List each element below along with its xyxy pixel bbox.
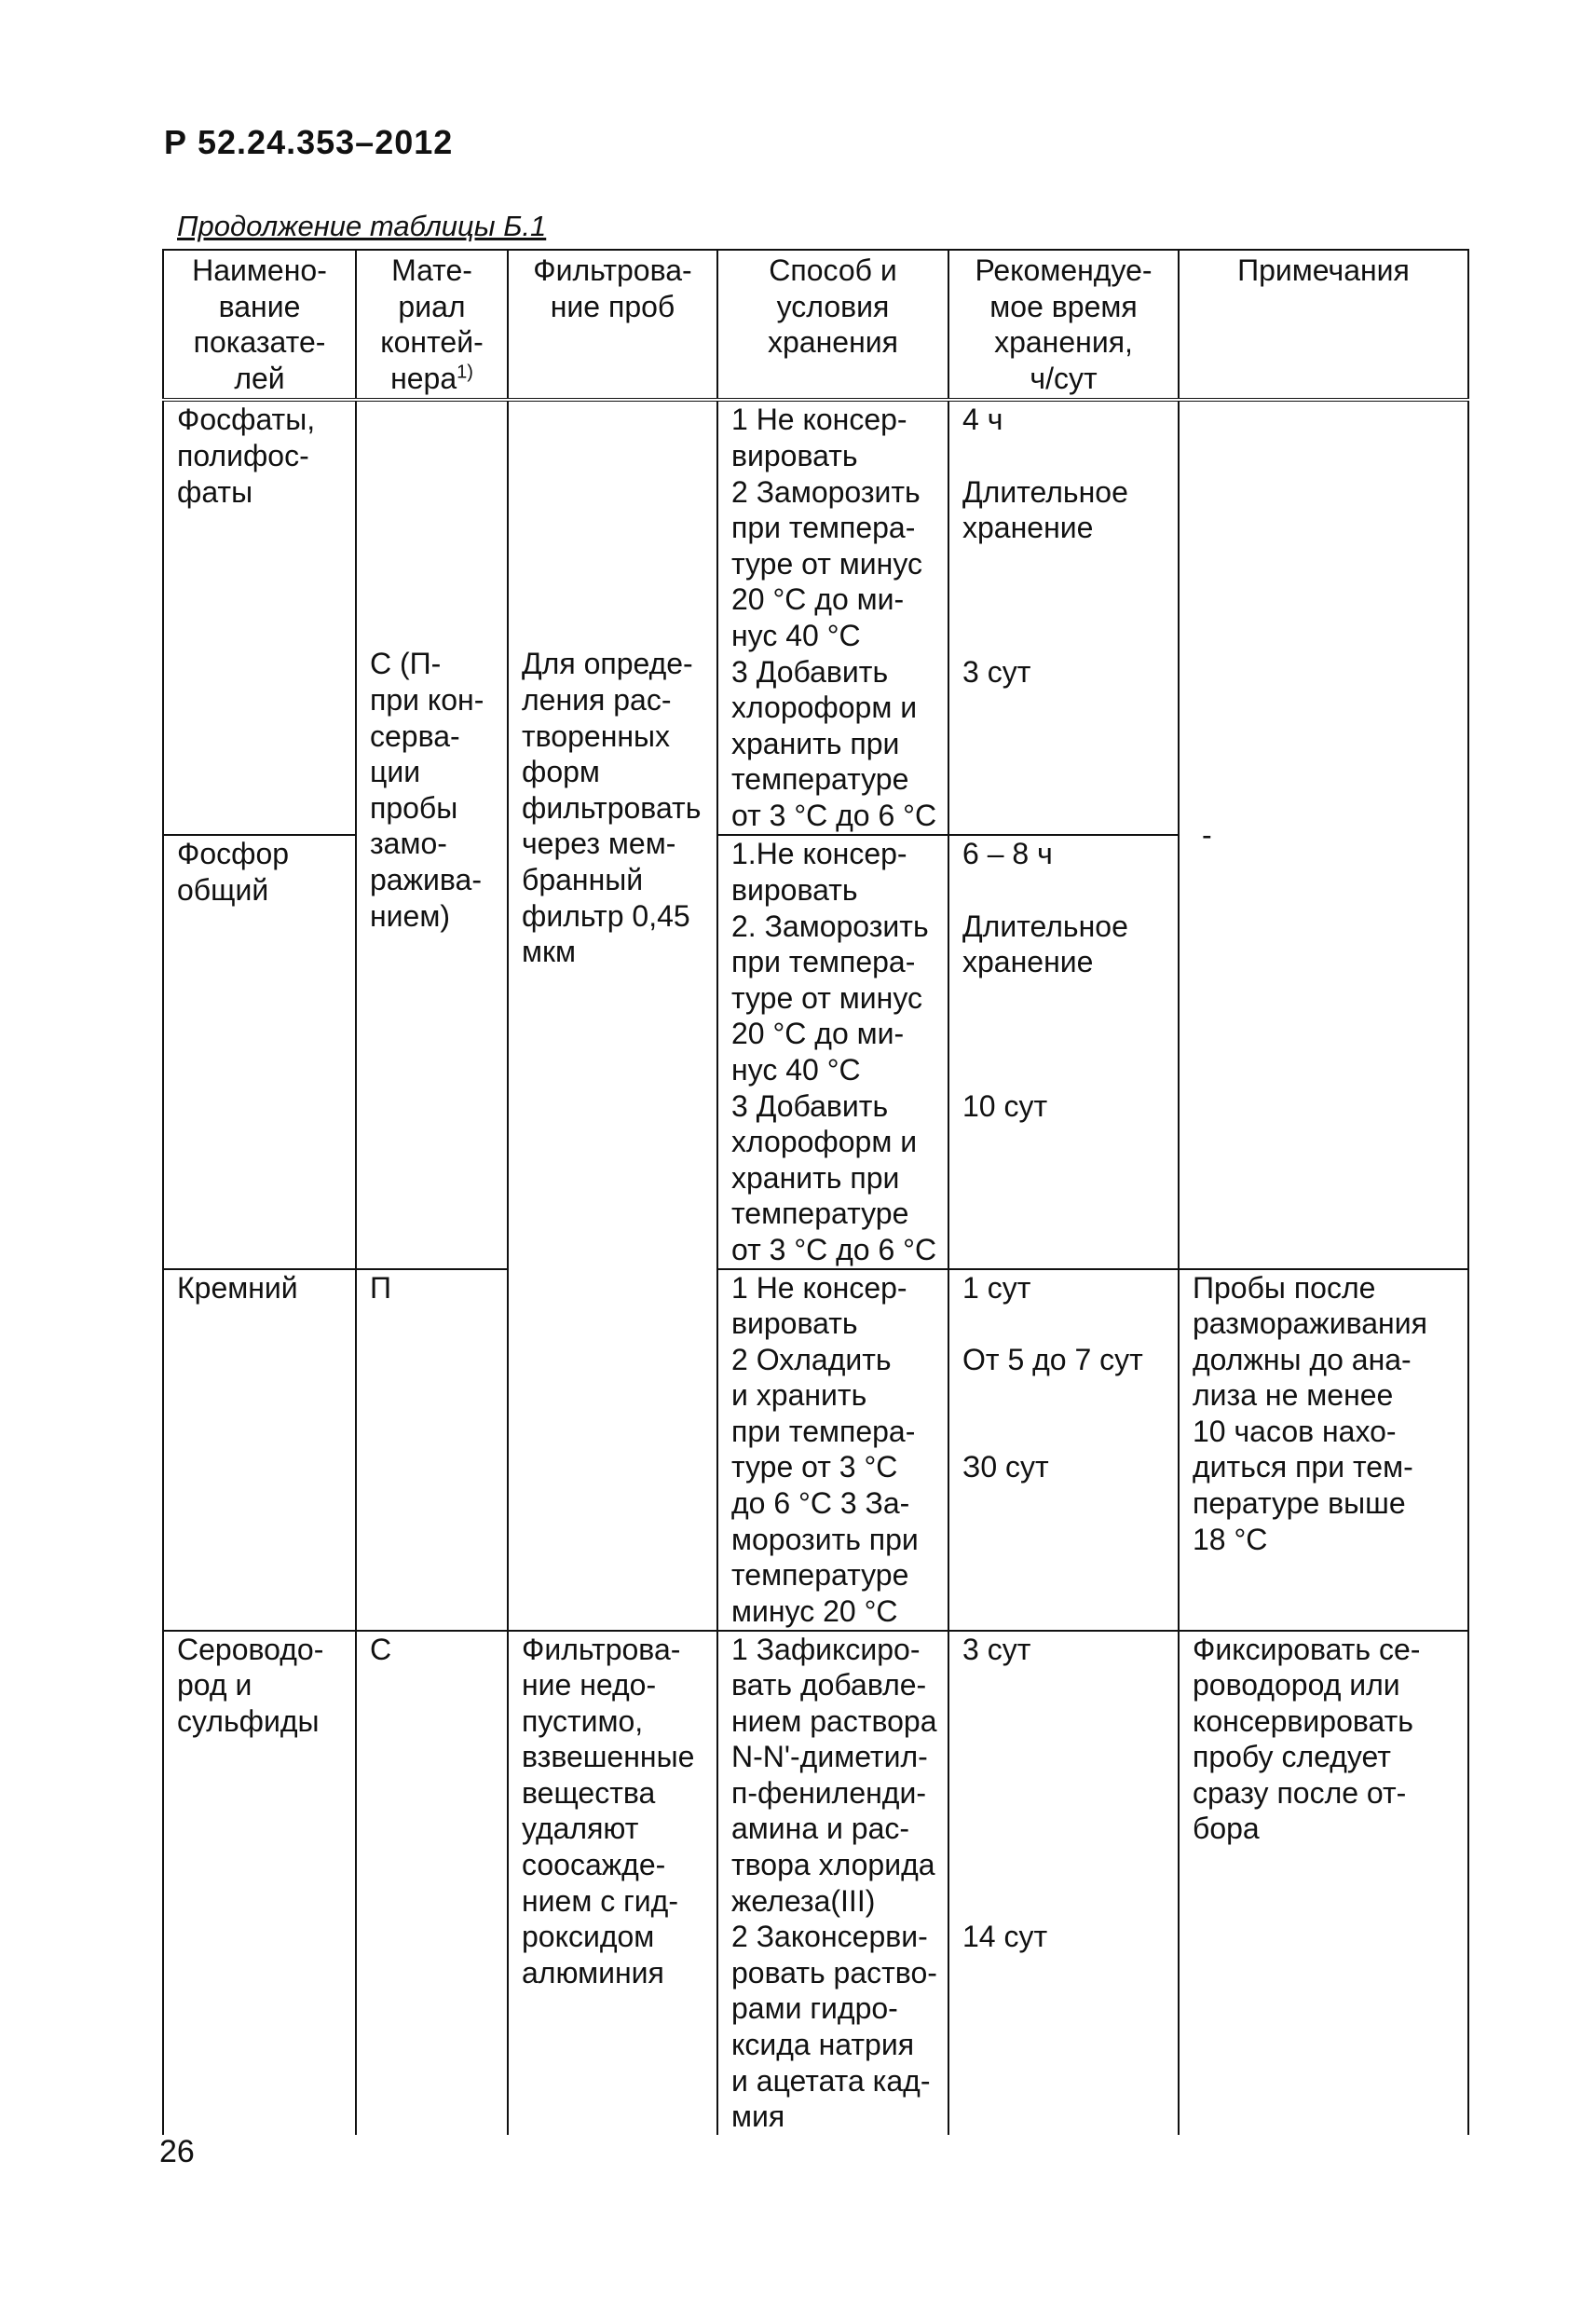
cell-method: 1 Зафиксиро- вать добавле- нием раствора N-N'-диметил- п-фениленди- амина и рас- твора хлорида железа(III) 2 Законсерви- ровать раство- рами гидро- ксида натрия и ацетата кад- мия [717, 1631, 948, 2135]
cell-name: Сероводо- род и сульфиды [163, 1631, 356, 2135]
cell-time: 1 сут От 5 до 7 сут З0 сут [948, 1269, 1179, 1631]
table-caption: Продолжение таблицы Б.1 [177, 210, 547, 242]
cell-method: 1 Не консер- вировать 2 Заморозить при темпера- туре от минус 20 °С до ми- нус 40 °С 3 Добавить хлороформ и хранить при температуре от 3 °С до 6 °С [717, 400, 948, 835]
footnote-marker: 1) [457, 362, 473, 383]
cell-time: 3 сут 14 сут [948, 1631, 1179, 2135]
table-row [163, 1269, 1468, 1631]
table-row [163, 400, 1468, 835]
cell-filtration-merged: Для опреде- ления рас- творенных форм фильтровать через мем- бранный фильтр 0,45 мкм [508, 400, 717, 1630]
header-method: Способ и условия хранения [717, 250, 948, 400]
header-time: Рекомендуе- мое время хранения, ч/сут [948, 250, 1179, 400]
cell-method: 1 Не консер- вировать 2 Охладить и хранить при темпера- туре от 3 °С до 6 °С 3 За- морозить при температуре минус 20 °С [717, 1269, 948, 1631]
cell-material-merged: С (П- при кон- серва- ции пробы замо- ражива- нием) [356, 400, 508, 1268]
cell-name: Кремний [163, 1269, 356, 1631]
header-name: Наимено- вание показате- лей [163, 250, 356, 400]
cell-notes: Фиксировать се- роводород или консервировать пробу следует сразу после от- бора [1179, 1631, 1468, 2135]
storage-table [162, 249, 1469, 2135]
cell-time: 6 – 8 ч Длительное хранение 10 сут [948, 835, 1179, 1268]
cell-notes-merged: - [1179, 400, 1468, 1268]
header-filtration: Фильтрова- ние проб [508, 250, 717, 400]
document-header: Р 52.24.353–2012 [164, 123, 454, 161]
header-material: Мате- риал контей- нера$^{1)}$ [356, 250, 508, 400]
table-row [163, 1631, 1468, 2135]
cell-name: Фосфор общий [163, 835, 356, 1268]
cell-name: Фосфаты, полифос- фаты [163, 400, 356, 835]
page-number: 26 [159, 2134, 195, 2169]
header-row [163, 250, 1468, 400]
cell-notes: Пробы после размораживания должны до ана- лиза не менее 10 часов нахо- диться при тем- пературе выше 18 °С [1179, 1269, 1468, 1631]
cell-method: 1.Не консер- вировать 2. Заморозить при темпера- туре от минус 20 °С до ми- нус 40 °С 3 Добавить хлороформ и хранить при температуре от 3 °С до 6 °С [717, 835, 948, 1268]
cell-filtration: Фильтрова- ние недо- пустимо, взвешенные вещества удаляют соосажде- нием с гид- роксидом алюминия [508, 1631, 717, 2135]
cell-time: 4 ч Длительное хранение 3 сут [948, 400, 1179, 835]
cell-material: П [356, 1269, 508, 1631]
header-notes: Примечания [1179, 250, 1468, 400]
cell-material: С [356, 1631, 508, 2135]
